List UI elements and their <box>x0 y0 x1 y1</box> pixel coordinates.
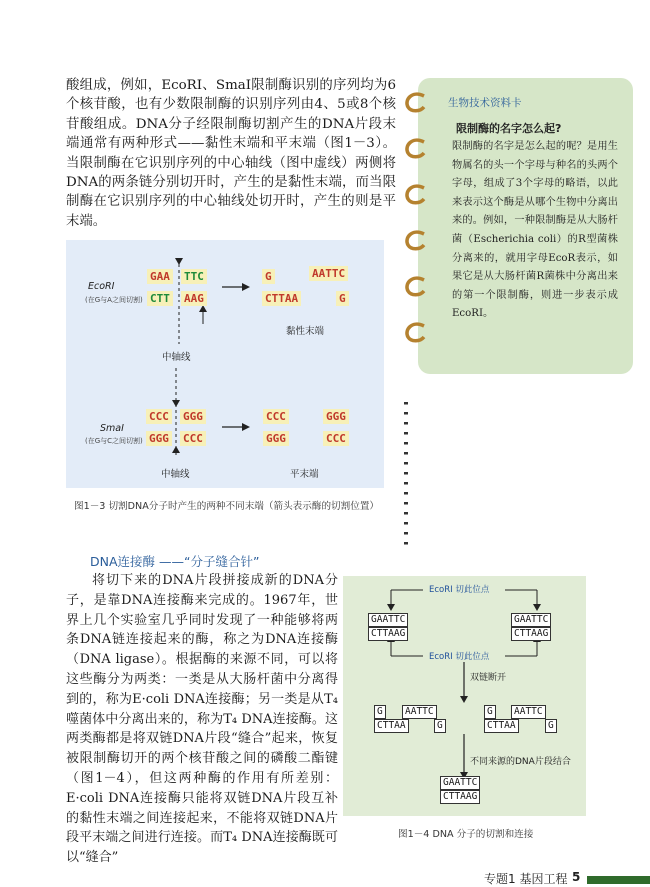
f1-g: G <box>374 705 386 719</box>
blunt-res-4: CCC <box>323 431 349 446</box>
joined-bottom: CTTAAG <box>440 790 480 804</box>
smai-sub: (在G与C之间切割) <box>85 437 143 445</box>
binder-ring-icon <box>404 276 430 298</box>
section-text: 将切下来的DNA片段拼接成新的DNA分子，是靠DNA连接酶来完成的。1967年，世界上几个实验室几乎同时发现了一种能够将两条DNA链连接起来的酶，称之为DNA连接酶（DNA ligase）。根据酶的来源不同，可以将这些酶分为两类：一类是从大肠杆菌中分离得到的，称为E·coli DNA连接酶；另一类是从T₄噬菌体中分离出来的，称为T₄ DNA连接酶。这两类酶都是将双链DNA片段“缝合”起来，恢复被限制酶切开的两个核苷酸之间的磷酸二酯键（图1－4），但这两种酶的作用有所差别：E·coli DNA连接酶只能将双链DNA片段互补的黏性末端之间连接起来，不能将双链DNA片段平末端之间进行连接。而T₄ DNA连接酶既可以“缝合” <box>66 573 338 866</box>
f2-g: G <box>484 705 496 719</box>
seq-ttc: TTC <box>181 269 207 284</box>
card-header: 生物技术资料卡 <box>448 97 522 109</box>
chapter-title: 专题1 基因工程 <box>484 872 568 886</box>
figure-1-3-caption: 图1－3 切割DNA分子时产生的两种不同末端（箭头表示酶的切割位置） <box>74 501 380 512</box>
binder-ring-icon <box>404 322 430 344</box>
dotted-divider <box>404 402 408 552</box>
f1-cttaa: CTTAA <box>374 719 409 733</box>
res-aattc: AATTC <box>309 266 348 281</box>
binder-ring-icon <box>404 184 430 206</box>
intro-paragraph <box>66 76 396 231</box>
step-join: 不同来源的DNA片段结合 <box>470 757 571 767</box>
left-dna-top: GAATTC <box>368 613 408 627</box>
step-break: 双链断开 <box>470 673 507 683</box>
seq-ggg: GGG <box>180 409 206 424</box>
blunt-res-1: CCC <box>263 409 289 424</box>
figure-1-4-caption: 图1－4 DNA 分子的切割和连接 <box>398 829 534 840</box>
res-cttaa: CTTAA <box>262 291 301 306</box>
binder-ring-icon <box>404 230 430 252</box>
intro-text: 酸组成，例如，EcoRI、SmaI限制酶识别的序列均为6个核苷酸，也有少数限制酶的识别序列由4、5或8个核苷酸组成。DNA分子经限制酶切割产生的DNA片段末端通常有两种形式——黏性末端和平末端（图1－3）。当限制酶在它识别序列的中心轴线（图中虚线）两侧将DNA的两条链分别切开时，产生的是黏性末端，而当限制酶在它识别序列的中心轴线处切开时，产生的则是平末端。 <box>66 78 396 229</box>
ecori-label: EcoRI <box>88 281 115 292</box>
f1-aattc: AATTC <box>402 705 437 719</box>
axis-label-1: 中轴线 <box>162 352 191 363</box>
card-question: 限制酶的名字怎么起? <box>456 122 562 135</box>
seq-ccc-2: CCC <box>180 431 206 446</box>
f2-g2: G <box>545 719 557 733</box>
f1-g2: G <box>434 719 446 733</box>
f2-aattc: AATTC <box>511 705 546 719</box>
seq-ctt: CTT <box>147 291 173 306</box>
seq-gaa: GAA <box>147 269 173 284</box>
right-dna-bottom: CTTAAG <box>511 627 551 641</box>
f2-cttaa: CTTAA <box>484 719 519 733</box>
seq-ccc: CCC <box>146 409 172 424</box>
section-paragraph <box>66 571 338 868</box>
card-text: 限制酶的名字是怎么起的呢？是用生物属名的头一个字母与种名的头两个字母，组成了3个字母的略语，以此来表示这个酶是从哪个生物中分离出来的。例如，一种限制酶是从大肠杆菌（Escherichia coli）的R型菌株分离来的，就用字母EcoR表示，如果它是从大肠杆菌R菌株中分离出来的第一个限制酶，则进一步表示成EcoRI。 <box>452 141 618 320</box>
page-number: 5 <box>572 870 581 884</box>
left-dna-bottom: CTTAAG <box>368 627 408 641</box>
cut-site-tag-top: EcoRI 切此位点 <box>426 583 492 595</box>
blunt-res-3: GGG <box>263 431 289 446</box>
axis-label-2: 中轴线 <box>161 469 190 480</box>
joined-top: GAATTC <box>440 776 480 790</box>
blunt-end-label: 平末端 <box>290 469 319 480</box>
sticky-end-label: 黏性末端 <box>286 326 325 337</box>
ecori-sub: (在G与A之间切割) <box>85 296 143 304</box>
res-g2: G <box>336 291 349 306</box>
cut-site-tag-mid: EcoRI 切此位点 <box>426 650 492 662</box>
binder-ring-icon <box>404 92 430 114</box>
right-dna-top: GAATTC <box>511 613 551 627</box>
footer-bar <box>587 876 650 884</box>
seq-aag: AAG <box>181 291 207 306</box>
blunt-res-2: GGG <box>323 409 349 424</box>
section-heading: DNA连接酶 ——“分子缝合针” <box>90 554 260 569</box>
binder-ring-icon <box>404 138 430 160</box>
seq-ggg-2: GGG <box>146 431 172 446</box>
smai-label: SmaI <box>100 423 124 434</box>
res-g: G <box>262 269 275 284</box>
